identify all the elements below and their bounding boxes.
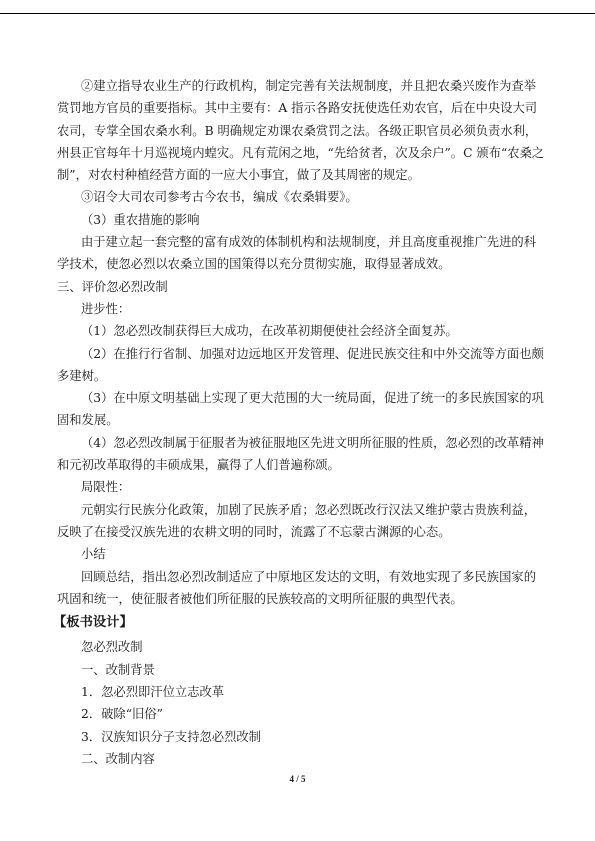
page-number: 4 / 5 (289, 774, 306, 784)
paragraph-nongsang-jiyao: ③诏令大司农司参考古今农书，编成《农桑辑要》。 (81, 190, 358, 205)
board-title: 忽必烈改制 (81, 640, 143, 655)
progressive-point-3: （3）在中原文明基础上实现了更大范围的大一统局面，促进了统一的多民族国家的巩固和发展。 (57, 391, 544, 428)
board-item-2: 2．破除“旧俗” (81, 707, 163, 722)
label-progressive: 进步性： (81, 301, 131, 316)
document-body (53, 75, 548, 770)
progressive-point-1: （1）忽必烈改制获得巨大成功，在改革初期便使社会经济全面复苏。 (81, 324, 458, 339)
label-limitations: 局限性： (81, 480, 131, 495)
progressive-point-4: （4）忽必烈改制属于征服者为被征服地区先进文明所征服的性质，忽必烈的改革精神和元初改革取得的丰硕成果，赢得了人们普遍称颂。 (57, 435, 544, 473)
board-section-content: 二、改制内容 (81, 751, 155, 766)
board-item-1: 1．忽必烈即汗位立志改革 (81, 685, 225, 700)
board-section-background: 一、改制背景 (81, 662, 155, 677)
subheading-impact: （3）重农措施的影响 (81, 212, 200, 227)
header-rule (0, 13, 595, 14)
section-heading-evaluation: 三、评价忽必烈改制 (57, 279, 168, 294)
progressive-point-2: （2）在推行行省制、加强对边远地区开发管理、促进民族交往和中外交流等方面也颇多建树。 (57, 346, 544, 383)
paragraph-summary: 回顾总结，指出忽必烈改制适应了中原地区发达的文明，有效地实现了多民族国家的巩固和统一，使征服者被他们所征服的民族较高的文明所征服的典型代表。 (57, 569, 536, 606)
label-summary: 小结 (81, 547, 106, 562)
paragraph-impact: 由于建立起一套完整的富有成效的体制机构和法规制度，并且高度重视推广先进的科学技术，使忽必烈以农桑立国的国策得以充分贯彻实施，取得显著成效。 (57, 235, 536, 272)
paragraph-limitations: 元朝实行民族分化政策，加剧了民族矛盾；忽必烈既改行汉法又维护蒙古贵族利益，反映了在接受汉族先进的农耕文明的同时，流露了不忘蒙古渊源的心态。 (57, 502, 536, 539)
board-item-3: 3．汉族知识分子支持忽必烈改制 (81, 729, 261, 744)
paragraph-admin-institutions: ②建立指导农业生产的行政机构，制定完善有关法规制度，并且把农桑兴废作为查举赏罚地方官员的重要指标。其中主要有：A 指示各路安抚使选任劝农官，后在中央设大司农司，专掌全国农桑水利。B 明确规定劝课农桑赏罚之法。各级正职官员必须负责水利，州县正官每年十月巡视境内蝗灾。凡有荒闲之地，“先给贫者，次及余户”。C 颁布“农桑之制”，对农村种植经营方面的一应大小事宜，做了及其周密的规定。 (57, 79, 545, 183)
board-design-heading: 【板书设计】 (53, 615, 133, 631)
